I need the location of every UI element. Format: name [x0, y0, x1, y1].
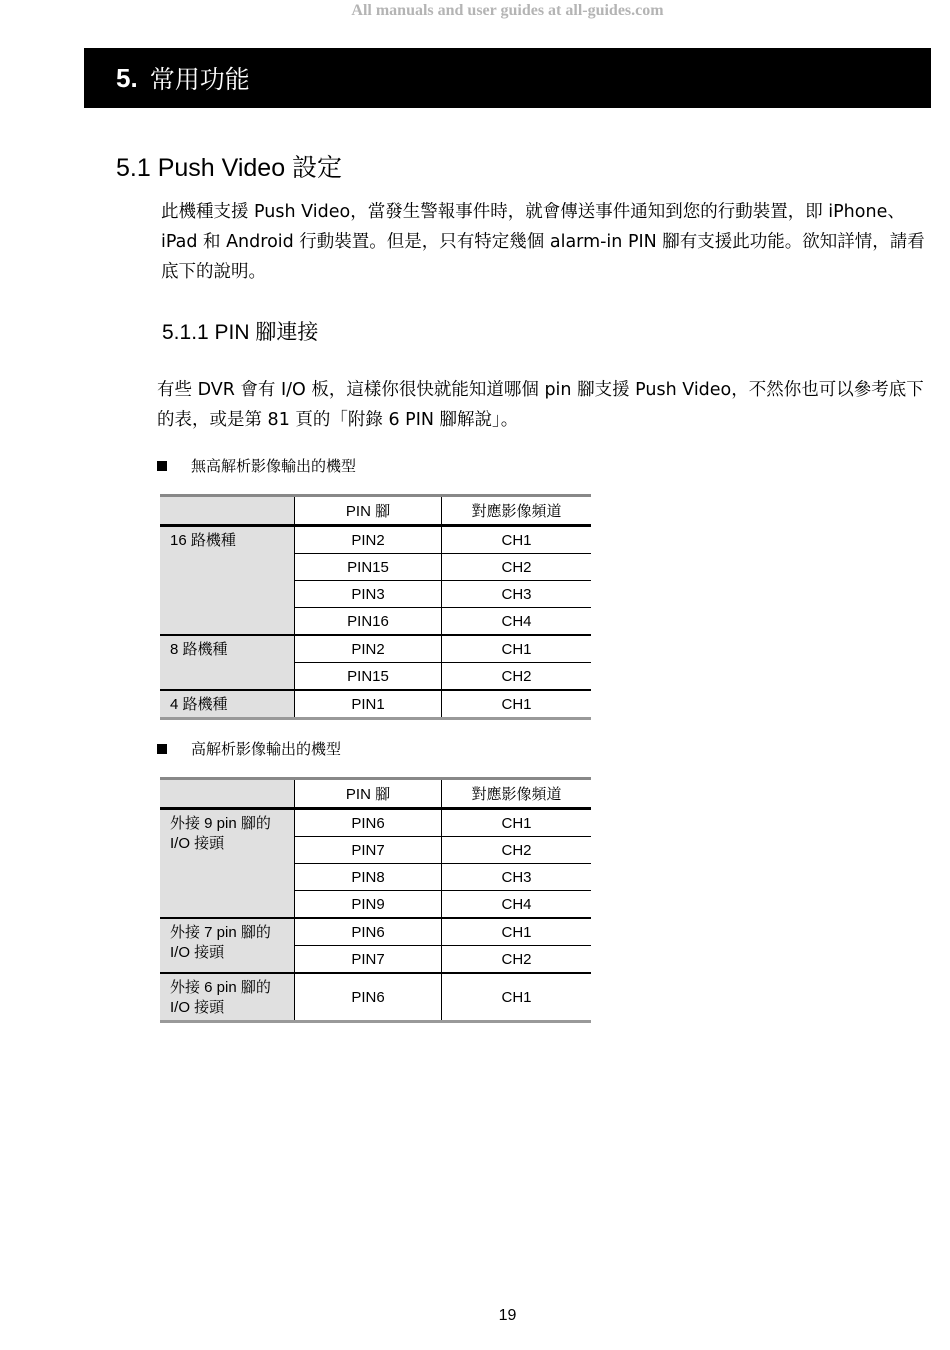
- pin-cell: PIN15: [295, 663, 442, 691]
- bullet-table2: [157, 738, 341, 759]
- bullet-table1: [157, 455, 356, 476]
- channel-cell: CH4: [442, 891, 592, 919]
- header-channel: 對應影像頻道: [442, 779, 592, 809]
- pin-cell: PIN1: [295, 690, 442, 719]
- pin-cell: PIN3: [295, 581, 442, 608]
- pin-cell: PIN6: [295, 918, 442, 946]
- pin-cell: PIN7: [295, 837, 442, 864]
- channel-cell: CH2: [442, 946, 592, 974]
- channel-cell: CH2: [442, 554, 592, 581]
- section-title: 5.1 Push Video 設定: [116, 154, 343, 182]
- channel-cell: CH1: [442, 809, 592, 837]
- table-header-row: [160, 779, 591, 809]
- table-row: [160, 635, 591, 663]
- page-number: 19: [498, 1307, 517, 1324]
- bullet-square-icon: [157, 744, 167, 754]
- channel-cell: CH1: [442, 526, 592, 554]
- pin-cell: PIN2: [295, 526, 442, 554]
- channel-cell: CH4: [442, 608, 592, 636]
- bullet-label: 無高解析影像輸出的機型: [191, 457, 357, 475]
- group-label: 8 路機種: [160, 635, 295, 690]
- header-corner: [160, 779, 295, 809]
- chapter-header: [84, 48, 931, 108]
- group-label: 外接 9 pin 腳的 I/O 接頭: [160, 809, 295, 919]
- channel-cell: CH3: [442, 864, 592, 891]
- channel-cell: CH1: [442, 635, 592, 663]
- table-row: [160, 690, 591, 719]
- header-channel: 對應影像頻道: [442, 496, 592, 526]
- watermark: All manuals and user guides at all-guides.com: [351, 2, 664, 19]
- group-label: 外接 7 pin 腳的 I/O 接頭: [160, 918, 295, 973]
- header-pin: PIN 腳: [295, 496, 442, 526]
- bullet-label: 高解析影像輸出的機型: [191, 740, 342, 758]
- channel-cell: CH1: [442, 918, 592, 946]
- header-corner: [160, 496, 295, 526]
- table-row: [160, 526, 591, 554]
- pin-cell: PIN2: [295, 635, 442, 663]
- chapter-title: 常用功能: [149, 65, 250, 94]
- channel-cell: CH1: [442, 973, 592, 1022]
- pin-table-standard: [160, 494, 591, 720]
- header-pin: PIN 腳: [295, 779, 442, 809]
- table-row: [160, 809, 591, 837]
- pin-cell: PIN6: [295, 809, 442, 837]
- pin-cell: PIN16: [295, 608, 442, 636]
- chapter-number: 5.: [116, 62, 138, 93]
- table-header-row: [160, 496, 591, 526]
- channel-cell: CH1: [442, 690, 592, 719]
- group-label: 4 路機種: [160, 690, 295, 719]
- channel-cell: CH2: [442, 837, 592, 864]
- table-row: [160, 918, 591, 946]
- pin-cell: PIN8: [295, 864, 442, 891]
- pin-cell: PIN15: [295, 554, 442, 581]
- bullet-square-icon: [157, 461, 167, 471]
- group-label: 16 路機種: [160, 526, 295, 636]
- intro-paragraph: 此機種支援 Push Video，當發生警報事件時，就會傳送事件通知到您的行動裝置，即 iPhone、iPad 和 Android 行動裝置。但是，只有特定幾個 alarm-in PIN 腳有支援此功能。欲知詳情，請看底下的說明。: [161, 202, 925, 282]
- pin-table-hd: [160, 777, 591, 1023]
- pin-cell: PIN9: [295, 891, 442, 919]
- channel-cell: CH2: [442, 663, 592, 691]
- pin-cell: PIN6: [295, 973, 442, 1022]
- table-row: [160, 973, 591, 1022]
- subsection-paragraph: 有些 DVR 會有 I/O 板，這樣你很快就能知道哪個 pin 腳支援 Push Video，不然你也可以參考底下的表，或是第 81 頁的「附錄 6 PIN 腳解說」。: [157, 380, 924, 430]
- channel-cell: CH3: [442, 581, 592, 608]
- subsection-title: 5.1.1 PIN 腳連接: [162, 321, 319, 344]
- group-label: 外接 6 pin 腳的 I/O 接頭: [160, 973, 295, 1022]
- pin-cell: PIN7: [295, 946, 442, 974]
